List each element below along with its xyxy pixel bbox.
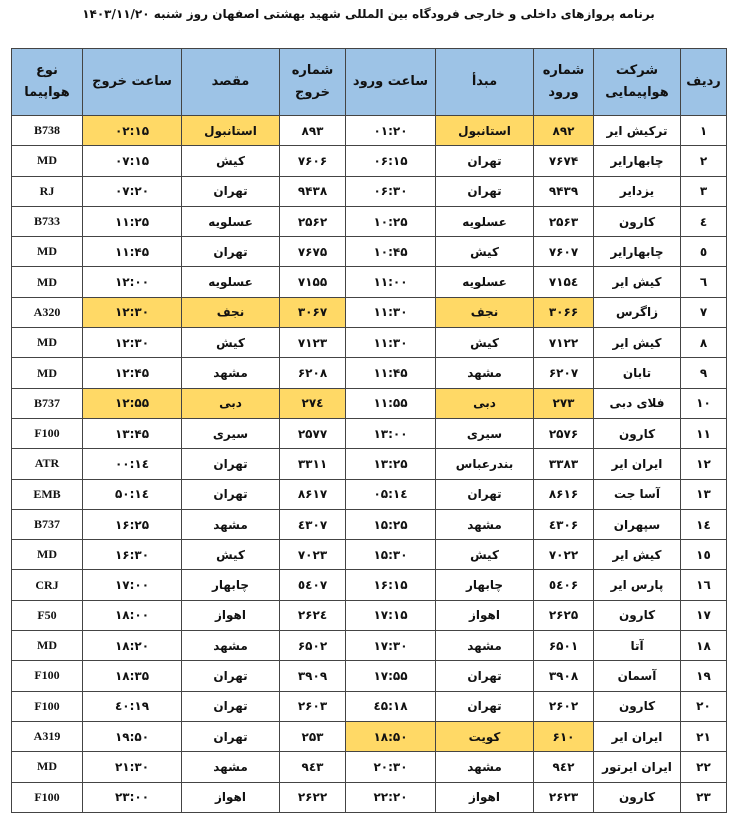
departure-time-cell: ۱۱:۴۵ bbox=[83, 237, 182, 267]
arrival-time-cell: ۱۱:۰۰ bbox=[346, 267, 436, 297]
row-number-cell: ۷ bbox=[681, 297, 727, 327]
arrival-time-cell: ۰۱:۲۰ bbox=[346, 116, 436, 146]
departure-number-cell: ۷۶۷۵ bbox=[280, 237, 346, 267]
aircraft-type-cell: A319 bbox=[12, 721, 83, 751]
arrival-number-cell: ۷۱۲۲ bbox=[534, 328, 594, 358]
row-number-cell: ۱۱ bbox=[681, 418, 727, 448]
row-number-cell: ۱٦ bbox=[681, 570, 727, 600]
row-number-cell: ۱۲ bbox=[681, 449, 727, 479]
airline-cell: چابهارایر bbox=[594, 146, 681, 176]
destination-cell: تهران bbox=[182, 721, 280, 751]
departure-number-cell: ۲۵۷۷ bbox=[280, 418, 346, 448]
aircraft-type-cell: F100 bbox=[12, 418, 83, 448]
aircraft-type-cell: F100 bbox=[12, 661, 83, 691]
departure-number-cell: ٤۳۰۷ bbox=[280, 509, 346, 539]
table-row bbox=[12, 540, 727, 570]
origin-cell: تهران bbox=[436, 479, 534, 509]
origin-cell: اهواز bbox=[436, 600, 534, 630]
table-row bbox=[12, 388, 727, 418]
departure-number-cell: ۷۱۲۳ bbox=[280, 328, 346, 358]
arrival-time-cell: ۰۶:۱۵ bbox=[346, 146, 436, 176]
airline-cell: آتا bbox=[594, 631, 681, 661]
table-row bbox=[12, 328, 727, 358]
arrival-number-cell: ۹٤۲ bbox=[534, 752, 594, 782]
airline-cell: زاگرس bbox=[594, 297, 681, 327]
aircraft-type-cell: F100 bbox=[12, 691, 83, 721]
origin-cell: عسلویه bbox=[436, 267, 534, 297]
arrival-time-cell: ۱۷:۵۵ bbox=[346, 661, 436, 691]
row-number-cell: ۲۱ bbox=[681, 721, 727, 751]
aircraft-type-cell: EMB bbox=[12, 479, 83, 509]
aircraft-type-cell: B738 bbox=[12, 116, 83, 146]
arrival-time-cell: ۱۶:۱۵ bbox=[346, 570, 436, 600]
table-row bbox=[12, 176, 727, 206]
table-row bbox=[12, 631, 727, 661]
arrival-time-cell: ۲۰:۳۰ bbox=[346, 752, 436, 782]
aircraft-type-cell: MD bbox=[12, 267, 83, 297]
arrival-number-cell: ۲۵۶۳ bbox=[534, 206, 594, 236]
airline-cell: آسا جت bbox=[594, 479, 681, 509]
aircraft-type-cell: MD bbox=[12, 752, 83, 782]
departure-time-cell: ۱۳:۴۵ bbox=[83, 418, 182, 448]
departure-number-cell: ۳۰۶۷ bbox=[280, 297, 346, 327]
arrival-number-cell: ۲۶۲۳ bbox=[534, 782, 594, 812]
destination-cell: تهران bbox=[182, 237, 280, 267]
departure-time-cell: ۱۲:۳۰ bbox=[83, 297, 182, 327]
row-number-cell: ۸ bbox=[681, 328, 727, 358]
destination-cell: کیش bbox=[182, 146, 280, 176]
departure-number-cell: ۲۵۳ bbox=[280, 721, 346, 751]
departure-time-cell: ۱۶:۲۵ bbox=[83, 509, 182, 539]
departure-time-cell: ۱۱:۲۵ bbox=[83, 206, 182, 236]
departure-number-cell: ۳۳۱۱ bbox=[280, 449, 346, 479]
airline-cell: کیش ایر bbox=[594, 267, 681, 297]
table-row bbox=[12, 237, 727, 267]
arrival-number-cell: ۲۶۰۲ bbox=[534, 691, 594, 721]
row-number-cell: ۱ bbox=[681, 116, 727, 146]
origin-cell: تهران bbox=[436, 691, 534, 721]
aircraft-type-cell: MD bbox=[12, 540, 83, 570]
departure-time-cell: ۱۸:۰۰ bbox=[83, 600, 182, 630]
origin-cell: استانبول bbox=[436, 116, 534, 146]
header-airline: شرکت هواپیمایی bbox=[594, 49, 681, 116]
table-row bbox=[12, 146, 727, 176]
destination-cell: سیری bbox=[182, 418, 280, 448]
origin-cell: کیش bbox=[436, 328, 534, 358]
destination-cell: تهران bbox=[182, 176, 280, 206]
arrival-number-cell: ۸۶۱۶ bbox=[534, 479, 594, 509]
arrival-time-cell: ۱۱:۳۰ bbox=[346, 297, 436, 327]
destination-cell: مشهد bbox=[182, 752, 280, 782]
origin-cell: مشهد bbox=[436, 752, 534, 782]
departure-number-cell: ۲۶۲۲ bbox=[280, 782, 346, 812]
origin-cell: کویت bbox=[436, 721, 534, 751]
airline-cell: پارس ایر bbox=[594, 570, 681, 600]
origin-cell: تهران bbox=[436, 176, 534, 206]
destination-cell: مشهد bbox=[182, 631, 280, 661]
row-number-cell: ۱۷ bbox=[681, 600, 727, 630]
departure-time-cell: ۱۹:۵۰ bbox=[83, 721, 182, 751]
airline-cell: چابهارایر bbox=[594, 237, 681, 267]
origin-cell: سیری bbox=[436, 418, 534, 448]
airline-cell: کارون bbox=[594, 782, 681, 812]
departure-time-cell: ۱۲:۵۵ bbox=[83, 388, 182, 418]
origin-cell: دبی bbox=[436, 388, 534, 418]
header-arrival-number: شماره ورود bbox=[534, 49, 594, 116]
row-number-cell: ٤ bbox=[681, 206, 727, 236]
schedule-body bbox=[12, 116, 727, 813]
departure-number-cell: ۳۹۰۹ bbox=[280, 661, 346, 691]
arrival-number-cell: ۶۵۰۱ bbox=[534, 631, 594, 661]
row-number-cell: ۱۹ bbox=[681, 661, 727, 691]
row-number-cell: ۳ bbox=[681, 176, 727, 206]
departure-time-cell: ۱۸:۳۵ bbox=[83, 661, 182, 691]
departure-time-cell: ۱۸:۲۰ bbox=[83, 631, 182, 661]
arrival-time-cell: ۱۱:۵۵ bbox=[346, 388, 436, 418]
departure-number-cell: ٥٤۰۷ bbox=[280, 570, 346, 600]
arrival-number-cell: ۷۱۵٤ bbox=[534, 267, 594, 297]
destination-cell: مشهد bbox=[182, 358, 280, 388]
departure-number-cell: ۸۶۱۷ bbox=[280, 479, 346, 509]
row-number-cell: ۱٥ bbox=[681, 540, 727, 570]
aircraft-type-cell: MD bbox=[12, 631, 83, 661]
destination-cell: عسلویه bbox=[182, 267, 280, 297]
table-row bbox=[12, 600, 727, 630]
origin-cell: بندرعباس bbox=[436, 449, 534, 479]
destination-cell: تهران bbox=[182, 479, 280, 509]
destination-cell: استانبول bbox=[182, 116, 280, 146]
arrival-time-cell: ۲۲:۲۰ bbox=[346, 782, 436, 812]
origin-cell: چابهار bbox=[436, 570, 534, 600]
arrival-time-cell: ۱٤:۰۵ bbox=[346, 479, 436, 509]
table-row bbox=[12, 418, 727, 448]
origin-cell: تهران bbox=[436, 146, 534, 176]
table-row bbox=[12, 752, 727, 782]
aircraft-type-cell: B737 bbox=[12, 388, 83, 418]
departure-time-cell: ۱۲:۴۵ bbox=[83, 358, 182, 388]
arrival-number-cell: ۷۰۲۲ bbox=[534, 540, 594, 570]
destination-cell: کیش bbox=[182, 540, 280, 570]
arrival-time-cell: ۱۸:۵۰ bbox=[346, 721, 436, 751]
arrival-number-cell: ۷۶۰۷ bbox=[534, 237, 594, 267]
destination-cell: تهران bbox=[182, 449, 280, 479]
header-origin: مبدأ bbox=[436, 49, 534, 116]
table-row bbox=[12, 116, 727, 146]
arrival-time-cell: ۱۳:۰۰ bbox=[346, 418, 436, 448]
airline-cell: ایران ایرتور bbox=[594, 752, 681, 782]
departure-number-cell: ۶۲۰۸ bbox=[280, 358, 346, 388]
table-row bbox=[12, 661, 727, 691]
destination-cell: دبی bbox=[182, 388, 280, 418]
origin-cell: کیش bbox=[436, 237, 534, 267]
departure-time-cell: ۱۹:٤۰ bbox=[83, 691, 182, 721]
aircraft-type-cell: RJ bbox=[12, 176, 83, 206]
departure-time-cell: ۱۷:۰۰ bbox=[83, 570, 182, 600]
destination-cell: چابهار bbox=[182, 570, 280, 600]
flight-schedule-table bbox=[11, 48, 727, 813]
destination-cell: عسلویه bbox=[182, 206, 280, 236]
table-row bbox=[12, 570, 727, 600]
row-number-cell: ۱۸ bbox=[681, 631, 727, 661]
origin-cell: مشهد bbox=[436, 358, 534, 388]
aircraft-type-cell: F50 bbox=[12, 600, 83, 630]
arrival-time-cell: ۱۵:۲۵ bbox=[346, 509, 436, 539]
arrival-time-cell: ۱۸:٤۵ bbox=[346, 691, 436, 721]
departure-number-cell: ۶۵۰۲ bbox=[280, 631, 346, 661]
arrival-time-cell: ۱۳:۲۵ bbox=[346, 449, 436, 479]
airline-cell: یزدایر bbox=[594, 176, 681, 206]
arrival-number-cell: ۲۷۳ bbox=[534, 388, 594, 418]
arrival-number-cell: ۳۳۸۳ bbox=[534, 449, 594, 479]
departure-time-cell: ۱٤:۰۰ bbox=[83, 449, 182, 479]
row-number-cell: ۱۳ bbox=[681, 479, 727, 509]
header-aircraft-type: نوع هواپیما bbox=[12, 49, 83, 116]
arrival-number-cell: ۷۶۷۴ bbox=[534, 146, 594, 176]
table-row bbox=[12, 449, 727, 479]
departure-time-cell: ۲۱:۳۰ bbox=[83, 752, 182, 782]
destination-cell: نجف bbox=[182, 297, 280, 327]
row-number-cell: ٥ bbox=[681, 237, 727, 267]
row-number-cell: ۲۳ bbox=[681, 782, 727, 812]
table-row bbox=[12, 691, 727, 721]
airline-cell: ایران ایر bbox=[594, 721, 681, 751]
header-departure-number: شماره خروج bbox=[280, 49, 346, 116]
destination-cell: کیش bbox=[182, 328, 280, 358]
departure-time-cell: ۱۲:۰۰ bbox=[83, 267, 182, 297]
departure-time-cell: ۱۶:۳۰ bbox=[83, 540, 182, 570]
arrival-number-cell: ٥٤۰۶ bbox=[534, 570, 594, 600]
arrival-number-cell: ۲۵۷۶ bbox=[534, 418, 594, 448]
aircraft-type-cell: MD bbox=[12, 237, 83, 267]
departure-number-cell: ۹٤۳ bbox=[280, 752, 346, 782]
departure-number-cell: ۲۶۰۳ bbox=[280, 691, 346, 721]
departure-number-cell: ۷۱۵۵ bbox=[280, 267, 346, 297]
aircraft-type-cell: MD bbox=[12, 146, 83, 176]
table-row bbox=[12, 358, 727, 388]
airline-cell: سپهران bbox=[594, 509, 681, 539]
aircraft-type-cell: ATR bbox=[12, 449, 83, 479]
departure-number-cell: ۹۴۳۸ bbox=[280, 176, 346, 206]
arrival-number-cell: ۳۹۰۸ bbox=[534, 661, 594, 691]
arrival-time-cell: ۱۷:۱۵ bbox=[346, 600, 436, 630]
row-number-cell: ۱۰ bbox=[681, 388, 727, 418]
airline-cell: ترکیش ایر bbox=[594, 116, 681, 146]
destination-cell: اهواز bbox=[182, 600, 280, 630]
origin-cell: کیش bbox=[436, 540, 534, 570]
airline-cell: آسمان bbox=[594, 661, 681, 691]
arrival-time-cell: ۱۵:۳۰ bbox=[346, 540, 436, 570]
header-row-number: ردیف bbox=[681, 49, 727, 116]
aircraft-type-cell: B737 bbox=[12, 509, 83, 539]
departure-number-cell: ۲۵۶۲ bbox=[280, 206, 346, 236]
airline-cell: کارون bbox=[594, 691, 681, 721]
origin-cell: عسلویه bbox=[436, 206, 534, 236]
airline-cell: ایران ایر bbox=[594, 449, 681, 479]
arrival-number-cell: ۸۹۲ bbox=[534, 116, 594, 146]
origin-cell: مشهد bbox=[436, 509, 534, 539]
table-row bbox=[12, 267, 727, 297]
arrival-time-cell: ۰۶:۳۰ bbox=[346, 176, 436, 206]
arrival-time-cell: ۱۷:۳۰ bbox=[346, 631, 436, 661]
arrival-time-cell: ۱۰:۴۵ bbox=[346, 237, 436, 267]
arrival-number-cell: ۲۶۲۵ bbox=[534, 600, 594, 630]
row-number-cell: ۱٤ bbox=[681, 509, 727, 539]
departure-time-cell: ۰۲:۱۵ bbox=[83, 116, 182, 146]
row-number-cell: ۹ bbox=[681, 358, 727, 388]
departure-time-cell: ۰۷:۲۰ bbox=[83, 176, 182, 206]
origin-cell: تهران bbox=[436, 661, 534, 691]
origin-cell: مشهد bbox=[436, 631, 534, 661]
arrival-number-cell: ۶۱۰ bbox=[534, 721, 594, 751]
header-departure-time: ساعت خروج bbox=[83, 49, 182, 116]
aircraft-type-cell: MD bbox=[12, 358, 83, 388]
departure-time-cell: ۲۳:۰۰ bbox=[83, 782, 182, 812]
destination-cell: تهران bbox=[182, 661, 280, 691]
row-number-cell: ٦ bbox=[681, 267, 727, 297]
row-number-cell: ۲۲ bbox=[681, 752, 727, 782]
departure-number-cell: ۲۷٤ bbox=[280, 388, 346, 418]
arrival-time-cell: ۱۱:۳۰ bbox=[346, 328, 436, 358]
origin-cell: نجف bbox=[436, 297, 534, 327]
aircraft-type-cell: F100 bbox=[12, 782, 83, 812]
table-row bbox=[12, 721, 727, 751]
arrival-number-cell: ۹۴۳۹ bbox=[534, 176, 594, 206]
origin-cell: اهواز bbox=[436, 782, 534, 812]
airline-cell: کارون bbox=[594, 600, 681, 630]
table-row bbox=[12, 782, 727, 812]
row-number-cell: ۲۰ bbox=[681, 691, 727, 721]
arrival-number-cell: ٤۳۰۶ bbox=[534, 509, 594, 539]
departure-number-cell: ۲۶۲٤ bbox=[280, 600, 346, 630]
departure-number-cell: ۷۶۰۶ bbox=[280, 146, 346, 176]
header-arrival-time: ساعت ورود bbox=[346, 49, 436, 116]
departure-time-cell: ۰۷:۱۵ bbox=[83, 146, 182, 176]
header-row bbox=[12, 49, 727, 116]
departure-time-cell: ۱۲:۳۰ bbox=[83, 328, 182, 358]
table-row bbox=[12, 297, 727, 327]
table-row bbox=[12, 509, 727, 539]
row-number-cell: ۲ bbox=[681, 146, 727, 176]
airline-cell: کیش ایر bbox=[594, 540, 681, 570]
header-destination: مقصد bbox=[182, 49, 280, 116]
departure-number-cell: ۸۹۳ bbox=[280, 116, 346, 146]
arrival-time-cell: ۱۰:۲۵ bbox=[346, 206, 436, 236]
departure-number-cell: ۷۰۲۳ bbox=[280, 540, 346, 570]
destination-cell: اهواز bbox=[182, 782, 280, 812]
aircraft-type-cell: MD bbox=[12, 328, 83, 358]
arrival-time-cell: ۱۱:۴۵ bbox=[346, 358, 436, 388]
table-row bbox=[12, 206, 727, 236]
airline-cell: تابان bbox=[594, 358, 681, 388]
aircraft-type-cell: A320 bbox=[12, 297, 83, 327]
airline-cell: فلای دبی bbox=[594, 388, 681, 418]
airline-cell: کارون bbox=[594, 418, 681, 448]
airline-cell: کیش ایر bbox=[594, 328, 681, 358]
destination-cell: تهران bbox=[182, 691, 280, 721]
destination-cell: مشهد bbox=[182, 509, 280, 539]
table-row bbox=[12, 479, 727, 509]
aircraft-type-cell: B733 bbox=[12, 206, 83, 236]
airline-cell: کارون bbox=[594, 206, 681, 236]
arrival-number-cell: ۳۰۶۶ bbox=[534, 297, 594, 327]
aircraft-type-cell: CRJ bbox=[12, 570, 83, 600]
departure-time-cell: ۱٤:۵۰ bbox=[83, 479, 182, 509]
arrival-number-cell: ۶۲۰۷ bbox=[534, 358, 594, 388]
page-title: برنامه پروازهای داخلی و خارجی فرودگاه بین المللی شهید بهشتی اصفهان روز شنبه ۱۴۰۳/۱۱/۲۰ bbox=[82, 7, 655, 21]
